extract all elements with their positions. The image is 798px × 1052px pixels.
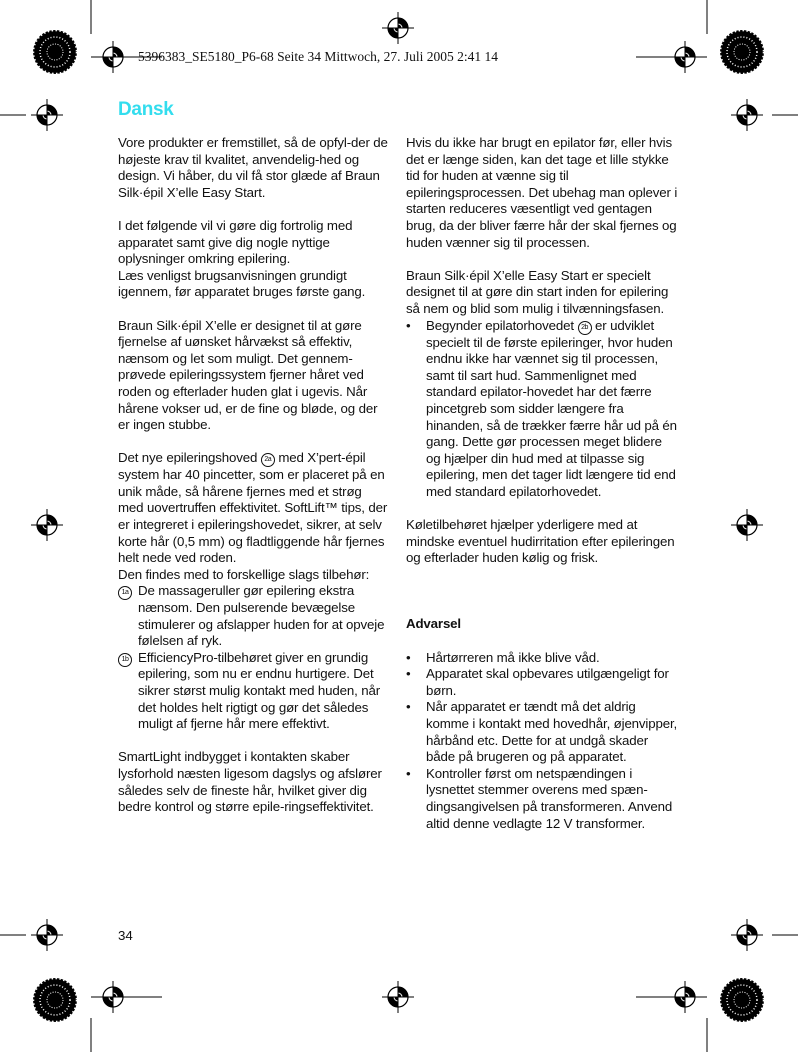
section-heading: Dansk [118,99,174,120]
ref-marker-1b: 1b [118,653,132,667]
paragraph-accessories-intro: Den findes med to forskellige slags tilbehør: [118,566,370,582]
print-slug-line: 5396383_SE5180_P6-68 Seite 34 Mittwoch, 27. Juli 2005 2:41 14 [138,49,499,64]
intro-paragraph: Vore produkter er fremstillet, så de opfyl-der de højeste krav til kvalitet, anvendelig-hed og design. Vi håber, du vil få stor glæde af Braun Silk·épil X’elle Easy Start. [118,135,388,200]
bullet-icon: • [406,699,411,715]
list-item [406,666,678,699]
list-item [406,766,678,832]
accessory-text: EfficiencyPro-tilbehøret giver en grundig epilering, som nu er endnu hurtigere. Det sikrer størst mulig kontakt med huden, når det holdes helt rigtigt og gør det således muligt af fjerne hår mere effektivt. [138,649,381,732]
list-item [406,650,678,667]
beginner-text-after: er udviklet specielt til de første epileringer, hvor huden endnu ikke har vænnet sig til processen, samt til sart hud. Sammenlignet med standard epilator-hovedet har det færre pincetgreb som sidder længere fra hinanden, så de trækker færre hår ud på én gang. Dette gør processen meget blidere og hjælper din hud med at tilpasse sig epilering, men det tager lidt længere tid end med standard epilatorhovedet. [426,317,677,499]
paragraph-epilation-head [118,450,390,567]
list-item [406,699,678,765]
warnings-list [406,650,678,833]
paragraph-first-use: Hvis du ikke har brugt en epilator før, eller hvis det er længe siden, kan det tage et lille stykke tid for huden at vænne sig til epileringsprocessen. Det ubehag man oplever i starten reduceres væsentligt ved gentagen brug, da der bliver færre hår der skal fjernes og huden vænner sig til processen. [406,135,678,250]
paragraph-read-instructions: Læs venligst brugsanvisningen grundigt igennem, før apparatet bruges første gang. [118,267,366,300]
beginner-text-before: Begynder epilatorhovedet [426,317,574,333]
ref-marker-1a: 1a [118,586,132,600]
warning-text: Hårtørreren må ikke blive våd. [426,649,600,665]
warning-text: Kontroller først om netspændingen i lysnettet stemmer overens med spæn-dingsangivelsen på transformeren. Anvend altid denne vedlagte 12 V transformer. [426,765,673,831]
bullet-icon: • [406,317,411,333]
list-item [118,583,390,649]
paragraph-cooling: Køletilbehøret hjælper yderligere med at mindske eventuel hudirritation efter epileringen og efterlader huden kølig og frisk. [406,517,675,566]
beginner-head-list [406,318,678,501]
right-column [406,135,678,849]
epilation-head-text-before: Det nye epileringshoved [118,450,258,466]
paragraph-smartlight: SmartLight indbygget i kontakten skaber lysforhold næsten ligesom dagslys og afslører således selv de fineste hår, hvilket giver dig bedre kontrol og større epile-ringseffektivitet. [118,749,382,815]
ref-marker-2a: 2a [261,453,275,467]
paragraph-easy-start: Braun Silk·épil X’elle Easy Start er specielt designet til at gøre din start inden for epilering så nem og blid som mulig i tilvænningsfasen. [406,267,669,316]
left-column [118,135,390,832]
list-item [406,318,678,501]
warning-text: Apparatet skal opbevares utilgængeligt for børn. [426,666,669,698]
paragraph-familiarize: I det følgende vil vi gøre dig fortrolig med apparatet samt give dig nogle nyttige oplysninger omkring epilering. [118,217,353,267]
warning-text: Når apparatet er tændt må det aldrig komme i kontakt med hovedhår, øjenvipper, hårbånd etc. Dette for at undgå skader både på brugeren og på apparatet. [426,699,678,765]
accessories-list [118,583,390,732]
bullet-icon: • [406,649,411,665]
ref-marker-2b: 2b [578,321,592,335]
paragraph-design: Braun Silk·épil X’elle er designet til at gøre fjernelse af uønsket hårvækst så effektiv, nænsom og let som muligt. Det gennem-prøvede epileringssystem fjerner håret ved roden og efterlader huden glat i ugevis. Når hårene vokser ud, er de fine og bløde, og der er ingen stubbe. [118,317,378,433]
accessory-text: De massageruller gør epilering ekstra nænsom. Den pulserende bevægelse stimulerer og afslapper huden for at opveje følelsen af ryk. [138,583,385,649]
list-item [118,650,390,733]
epilation-head-text-after: med X’pert-épil system har 40 pincetter, som er placeret på en unik måde, så hårene fjernes med et strøg med uovertruffen effektivitet. SoftLift™ tips, der er integreret i epileringshovedet, sikrer, at selv korte hår (0,5 mm) og fladtliggende hår fjernes helt nede ved roden. [118,450,388,566]
page-number: 34 [118,928,133,943]
bullet-icon: • [406,765,411,781]
warning-heading: Advarsel [406,616,461,632]
bullet-icon: • [406,666,411,682]
